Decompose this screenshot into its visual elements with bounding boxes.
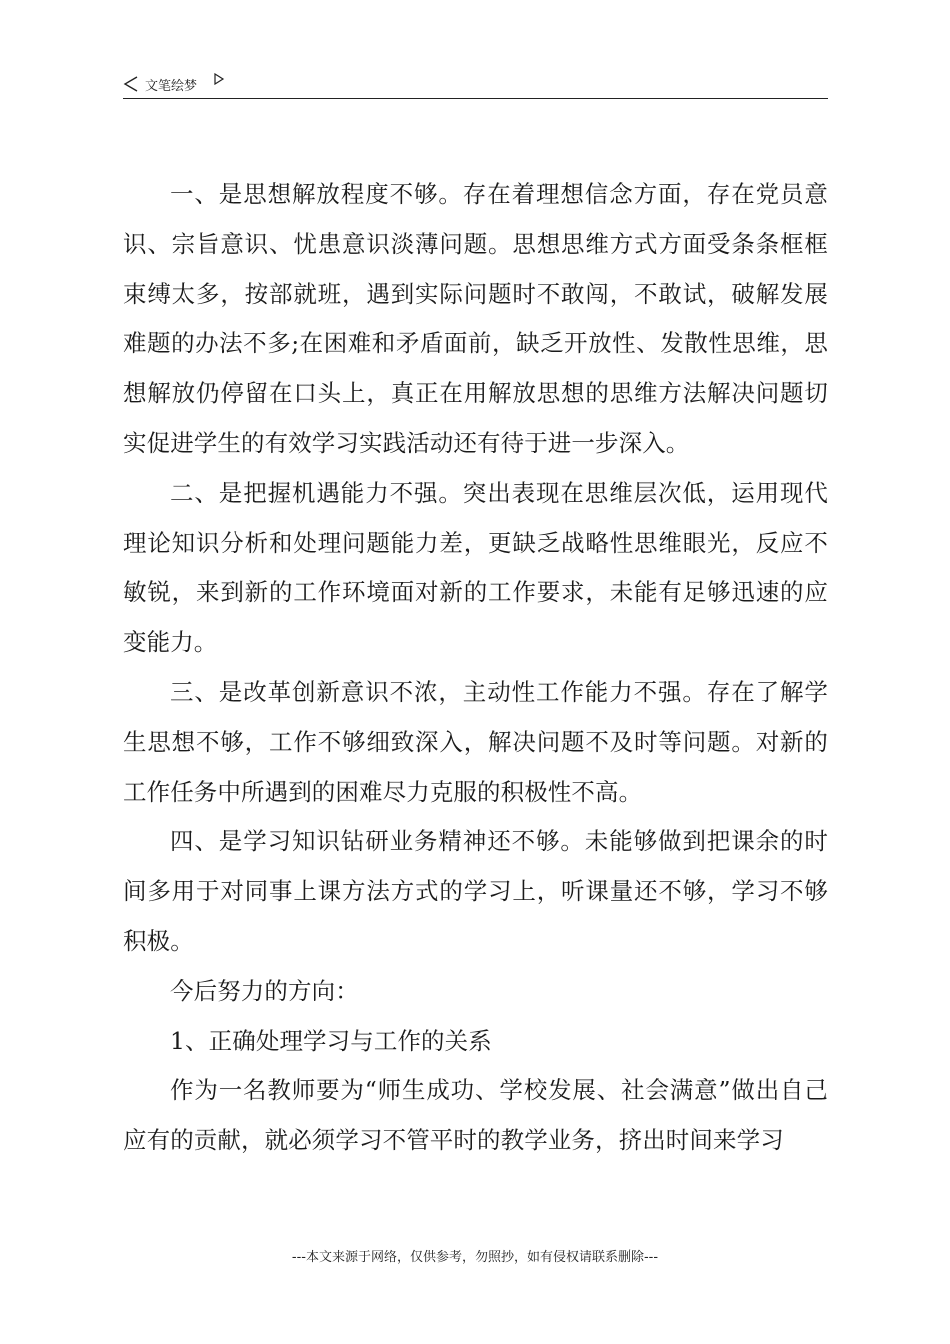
document-body [123, 170, 828, 1166]
paragraph-4: 四、是学习知识钻研业务精神还不够。未能够做到把课余的时间多用于对同事上课方法方式的学习上，听课量还不够，学习不够积极。 [123, 827, 828, 955]
footer-disclaimer: ---本文来源于网络，仅供参考，勿照抄，如有侵权请联系删除--- [291, 1250, 659, 1265]
subsection-heading: 1、正确处理学习与工作的关系 [170, 1026, 492, 1055]
paragraph-1: 一、是思想解放程度不够。存在着理想信念方面，存在党员意识、宗旨意识、忧患意识淡薄问题。思想思维方式方面受条条框框束缚太多，按部就班，遇到实际问题时不敢闯，不敢试，破解发展难题的办法不多;在困难和矛盾面前，缺乏开放性、发散性思维，思想解放仍停留在口头上，真正在用解放思想的思维方法解决问题切实促进学生的有效学习实践活动还有待于进一步深入。 [123, 180, 828, 457]
page-header [123, 72, 828, 99]
left-triangle-icon [123, 76, 139, 92]
right-triangle-icon [213, 73, 225, 85]
paragraph-5: 作为一名教师要为“师生成功、学校发展、社会满意”做出自己应有的贡献，就必须学习不管平时的教学业务，挤出时间来学习 [123, 1076, 828, 1155]
paragraph-2: 二、是把握机遇能力不强。突出表现在思维层次低，运用现代理论知识分析和处理问题能力差，更缺乏战略性思维眼光，反应不敏锐，来到新的工作环境面对新的工作要求，未能有足够迅速的应变能力。 [123, 478, 828, 657]
section-heading: 今后努力的方向： [170, 976, 359, 1005]
header-brand: 文笔绘梦 [145, 79, 198, 94]
paragraph-3: 三、是改革创新意识不浓，主动性工作能力不强。存在了解学生思想不够，工作不够细致深入，解决问题不及时等问题。对新的工作任务中所遇到的困难尽力克服的积极性不高。 [123, 677, 828, 806]
